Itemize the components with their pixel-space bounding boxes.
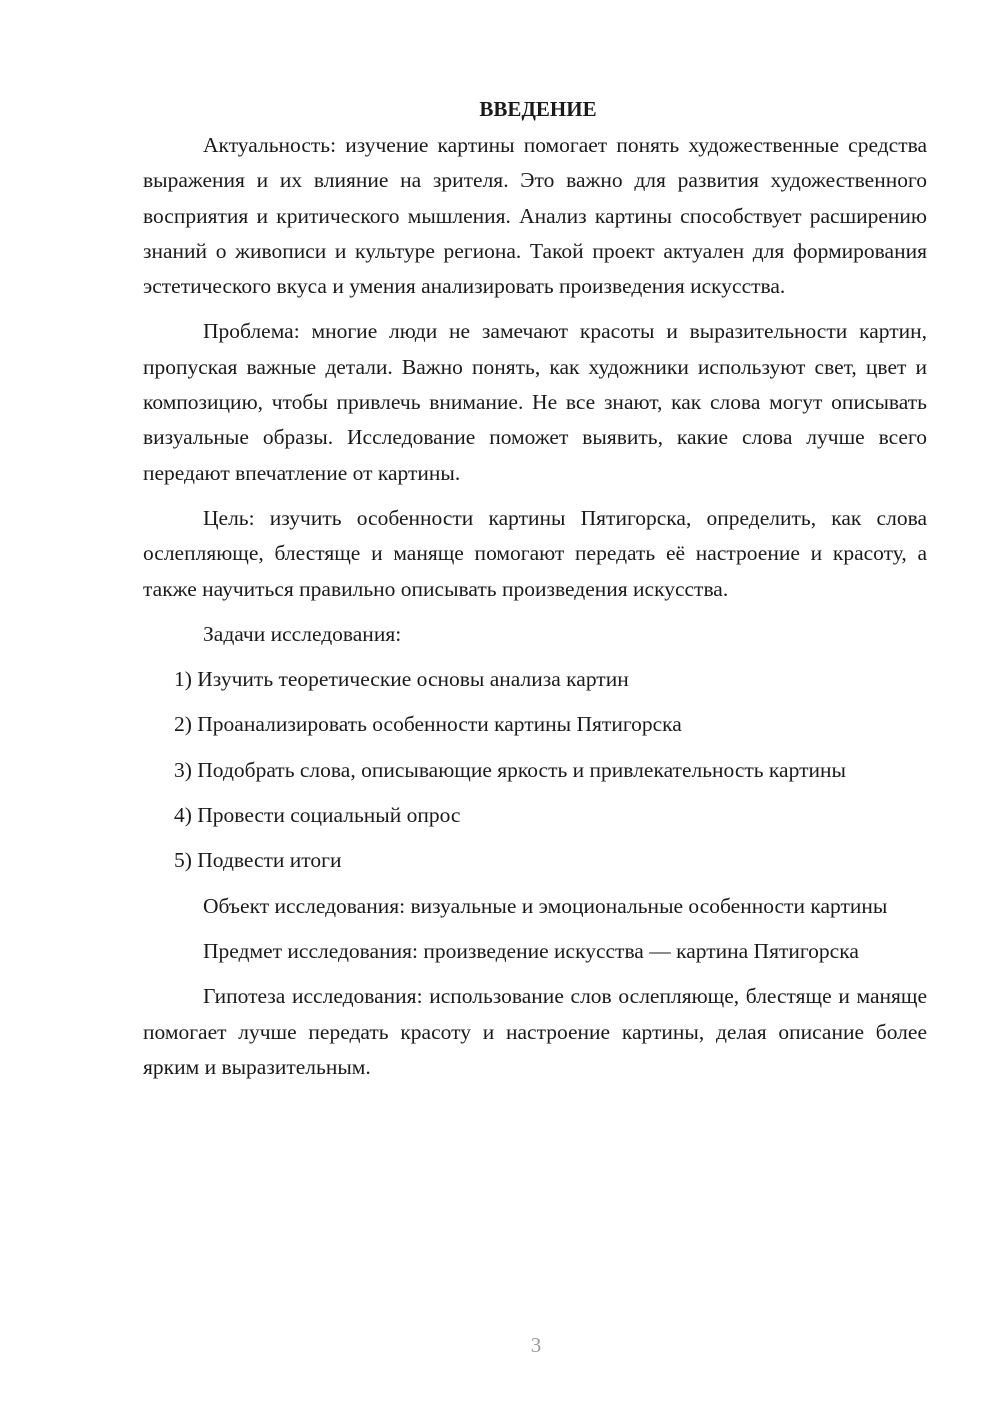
task-item: 4) Провести социальный опрос bbox=[174, 803, 461, 828]
task-item: 5) Подвести итоги bbox=[174, 848, 342, 873]
task-item: 2) Проанализировать особенности картины Пятигорска bbox=[174, 712, 682, 737]
hypothesis-paragraph: Гипотеза исследования: использование слов ослепляюще, блестяще и маняще помогает лучше передать красоту и настроение картины, делая описание более ярким и выразительным. bbox=[143, 984, 927, 1079]
task-item: 3) Подобрать слова, описывающие яркость и привлекательность картины bbox=[174, 757, 846, 782]
subject-paragraph: Предмет исследования: произведение искусства — картина Пятигорска bbox=[203, 938, 859, 963]
relevance-paragraph: Актуальность: изучение картины помогает понять художественные средства выражения и их влияние на зрителя. Это важно для развития художественного восприятия и критического мышления. Анализ картины способствует расширению знаний о живописи и культуре региона. Такой проект актуален для формирования эстетического вкуса и умения анализировать произведения искусства. bbox=[143, 133, 927, 299]
task-item: 1) Изучить теоретические основы анализа картин bbox=[174, 667, 629, 692]
section-title: ВВЕДЕНИЕ bbox=[479, 97, 597, 121]
tasks-heading: Задачи исследования: bbox=[203, 621, 402, 646]
page-number: 3 bbox=[530, 1333, 542, 1357]
page-content bbox=[143, 92, 927, 1095]
goal-paragraph: Цель: изучить особенности картины Пятигорска, определить, как слова ослепляюще, блестяще и маняще помогают передать её настроение и красоту, а также научиться правильно описывать произведения искусства. bbox=[143, 505, 927, 601]
object-paragraph: Объект исследования: визуальные и эмоциональные особенности картины bbox=[203, 893, 888, 918]
problem-paragraph: Проблема: многие люди не замечают красоты и выразительности картин, пропуская важные детали. Важно понять, как художники используют свет, цвет и композицию, чтобы привлечь внимание. Не все знают, как слова могут описывать визуальные образы. Исследование поможет выявить, какие слова лучше всего передают впечатление от картины. bbox=[143, 319, 927, 485]
